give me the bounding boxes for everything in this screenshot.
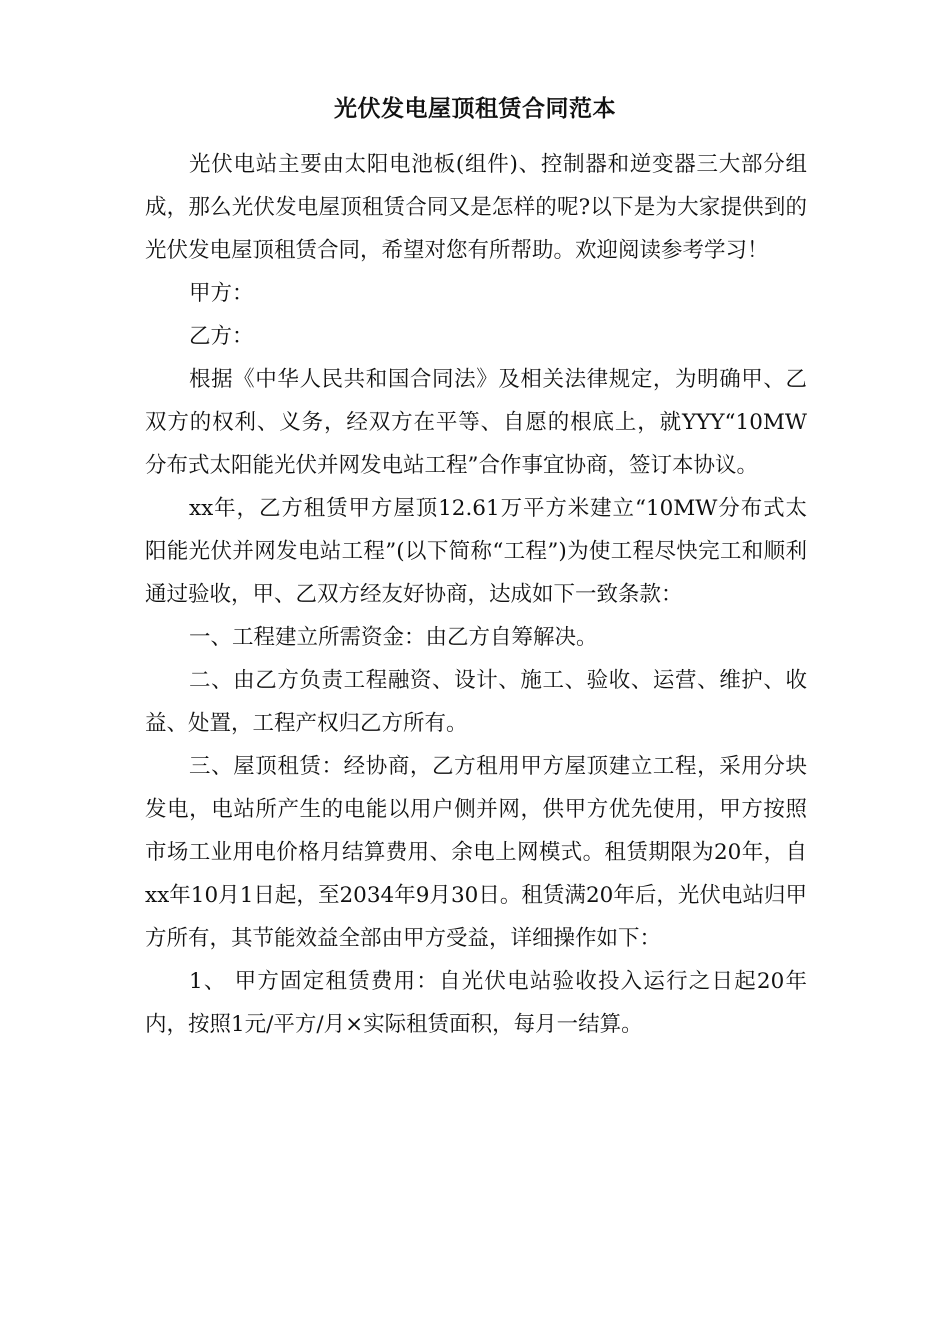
clause-2: 二、由乙方负责工程融资、设计、施工、验收、运营、维护、收益、处置，工程产权归乙方所有。 bbox=[145, 668, 807, 736]
document-title: 光伏发电屋顶租赁合同范本 bbox=[334, 96, 616, 122]
party-a-line: 甲方： bbox=[189, 281, 254, 306]
clause-3: 三、屋顶租赁：经协商，乙方租用甲方屋顶建立工程，采用分块发电，电站所产生的电能以用户侧并网，供甲方优先使用，甲方按照市场工业用电价格月结算费用、余电上网模式。租赁期限为20年，自xx年10月1日起，至2034年9月30日。租赁满20年后，光伏电站归甲方所有，其节能效益全部由甲方受益，详细操作如下： bbox=[145, 754, 807, 951]
background-paragraph: xx年，乙方租赁甲方屋顶12.61万平方米建立“10MW分布式太阳能光伏并网发电站工程”(以下简称“工程”)为使工程尽快完工和顺利通过验收，甲、乙双方经友好协商，达成如下一致条款： bbox=[145, 496, 807, 607]
basis-paragraph: 根据《中华人民共和国合同法》及相关法律规定，为明确甲、乙双方的权利、义务，经双方在平等、自愿的根底上，就YYY“10MW分布式太阳能光伏并网发电站工程”合作事宜协商，签订本协议。 bbox=[145, 367, 807, 478]
party-b-line: 乙方： bbox=[189, 324, 254, 349]
clause-1: 一、工程建立所需资金：由乙方自筹解决。 bbox=[189, 625, 598, 650]
intro-paragraph: 光伏电站主要由太阳电池板(组件)、控制器和逆变器三大部分组成，那么光伏发电屋顶租赁合同又是怎样的呢?以下是为大家提供到的光伏发电屋顶租赁合同，希望对您有所帮助。欢迎阅读参考学习！ bbox=[145, 152, 807, 263]
document-body bbox=[145, 143, 807, 1046]
clause-3-item-1: 1、 甲方固定租赁费用：自光伏电站验收投入运行之日起20年内，按照1元/平方/月×实际租赁面积，每月一结算。 bbox=[145, 969, 807, 1037]
